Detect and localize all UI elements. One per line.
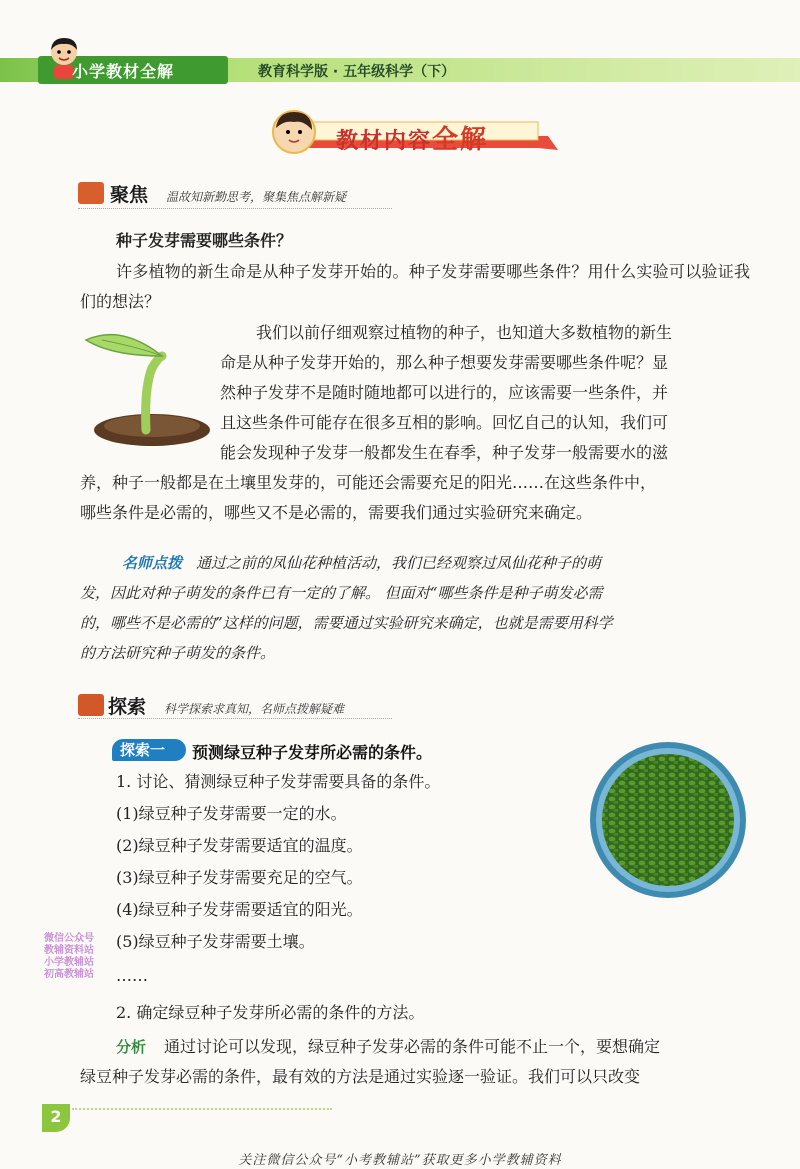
brand-title: 小学教材全解 (72, 62, 175, 81)
tip-line: 发，因此对种子萌发的条件已有一定的了解。 但面对“哪些条件是种子萌发必需 (80, 584, 603, 602)
list-item: …… (116, 966, 148, 985)
film-icon (78, 182, 104, 204)
focus-paragraph (220, 318, 752, 468)
analysis-line: 通过讨论可以发现，绿豆种子发芽必需的条件可能不止一个，要想确定 (164, 1037, 661, 1056)
analysis-label: 分析 (116, 1038, 147, 1056)
side-watermark (44, 933, 94, 981)
explore-subtitle: 科学探索求真知，名师点拨解疑难 (164, 702, 345, 716)
watermark-line: 初高教辅站 (44, 969, 94, 980)
para-line: 养，种子一般都是在土壤里发芽的，可能还会需要充足的阳光……在这些条件中， (80, 473, 657, 492)
page-number: 2 (42, 1104, 70, 1132)
microscope-icon (78, 694, 104, 716)
list-item: (3)绿豆种子发芽需要充足的空气。 (116, 868, 363, 887)
banner-text-prefix: 教材内容 (336, 129, 433, 154)
para-line: 哪些条件是必需的，哪些又不是必需的，需要我们通过实验研究来确定。 (80, 503, 593, 522)
watermark-line: 微信公众号 (44, 933, 94, 944)
focus-subtitle: 温故知新勤思考，聚集焦点解新疑 (166, 190, 347, 204)
list-item: (4)绿豆种子发芽需要适宜的阳光。 (116, 900, 363, 919)
section-banner-title (336, 119, 488, 156)
tip-line: 通过之前的凤仙花种植活动，我们已经观察过凤仙花种子的萌 (196, 554, 602, 572)
list-item: (5)绿豆种子发芽需要土壤。 (116, 932, 315, 951)
list-item: 1. 讨论、猜测绿豆种子发芽需要具备的条件。 (116, 772, 441, 791)
para-line: 我们以前仔细观察过植物的种子，也知道大多数植物的新生 (256, 323, 673, 342)
watermark-line: 小学教辅站 (44, 957, 94, 968)
para-line: 命是从种子发芽开始的，那么种子想要发芽需要哪些条件呢？显 (220, 353, 669, 372)
tip-line: 的方法研究种子萌发的条件。 (80, 644, 276, 662)
para-line: 然种子发芽不是随时随地都可以进行的，应该需要一些条件，并 (220, 383, 669, 402)
teacher-tip (80, 548, 752, 668)
tip-line: 的，哪些不是必需的”这样的问题，需要通过实验研究来确定，也就是需要用科学 (80, 614, 613, 632)
footer-watermark: 关注微信公众号“小考教辅站”获取更多小学教辅资料 (238, 1153, 562, 1168)
explore-title: 预测绿豆种子发芽所必需的条件。 (192, 743, 433, 762)
watermark-line: 教辅资料站 (44, 945, 94, 956)
footer-dotted-line (72, 1108, 332, 1110)
focus-divider (78, 208, 392, 209)
book-title: 教育科学版 · 五年级科学（下） (258, 64, 456, 80)
sprout-illustration (82, 318, 214, 458)
focus-paragraph-cont (80, 468, 752, 528)
para-line: 且这些条件可能存在很多互相的影响。回忆自己的认知，我们可 (220, 413, 669, 432)
explore-label: 探索 (108, 696, 147, 718)
list-item: (2)绿豆种子发芽需要适宜的温度。 (116, 836, 363, 855)
list-item: (1)绿豆种子发芽需要一定的水。 (116, 804, 347, 823)
focus-question: 种子发芽需要哪些条件？ (116, 231, 293, 250)
explore-tag: 探索一 (112, 739, 186, 761)
focus-label: 聚焦 (110, 184, 149, 206)
analysis-line: 绿豆种子发芽必需的条件，最有效的方法是通过实验逐一验证。我们可以只改变 (80, 1067, 641, 1086)
list-item: 2. 确定绿豆种子发芽所必需的条件的方法。 (116, 1003, 425, 1022)
explore-divider (78, 718, 392, 719)
explore-list (116, 766, 440, 994)
teacher-tip-label: 名师点拨 (122, 554, 183, 572)
mung-bean-dish-illustration (588, 740, 748, 900)
banner-text-emphasis: 全解 (432, 125, 489, 155)
analysis (80, 1032, 752, 1092)
para-line: 能会发现种子发芽一般都发生在春季，种子发芽一般需要水的滋 (220, 443, 669, 462)
focus-intro: 许多植物的新生命是从种子发芽开始的。种子发芽需要哪些条件？用什么实验可以验证我们的想法？ (80, 262, 750, 311)
